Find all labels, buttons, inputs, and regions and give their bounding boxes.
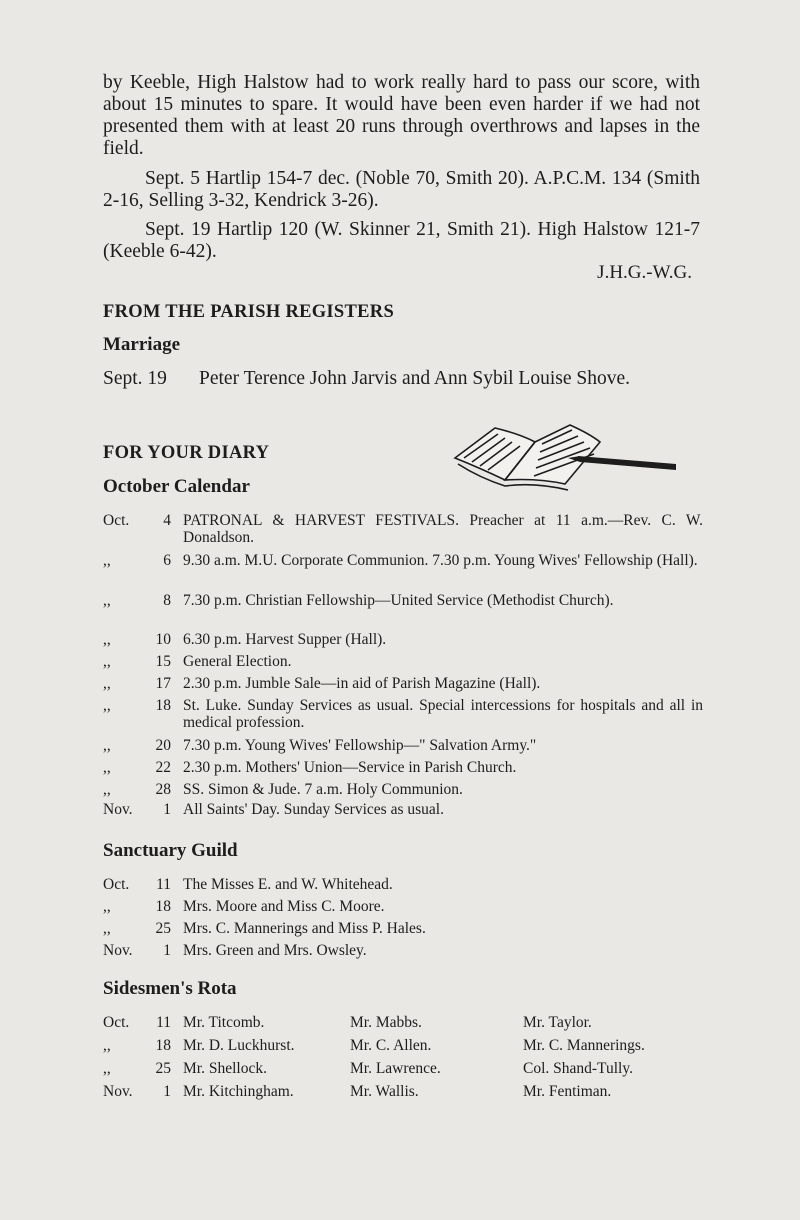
calendar-item: ,, 17 2.30 p.m. Jumble Sale—in aid of Parish Magazine (Hall). [103,675,541,692]
diary-heading: FOR YOUR DIARY [103,443,270,463]
calendar-item: ,, 6 9.30 a.m. M.U. Corporate Communion. 7.30 p.m. Young Wives' Fellowship (Hall). [103,552,698,569]
registers-heading: FROM THE PARISH REGISTERS [103,302,395,322]
match-result-sept19: Sept. 19 Hartlip 120 (W. Skinner 21, Smith 21). High Halstow 121-7 (Keeble 6-42). [103,219,700,262]
sidesmen-rota-table [103,1014,703,1106]
calendar-item: ,, 18 St. Luke. Sunday Services as usual. Special intercessions for hospitals and all in medical profession. [103,697,703,731]
marriage-date: Sept. 19 [103,368,167,389]
table-row: ,, 25 Mr. Shellock. Mr. Lawrence. Col. Shand-Tully. [103,1060,633,1077]
calendar-list [103,512,703,821]
table-row: Oct. 11 Mr. Titcomb. Mr. Mabbs. Mr. Taylor. [103,1014,592,1031]
marriage-heading: Marriage [103,334,181,355]
calendar-item: ,, 20 7.30 p.m. Young Wives' Fellowship—" Salvation Army." [103,737,537,754]
calendar-item: Nov. 1 All Saints' Day. Sunday Services as usual. [103,801,444,818]
calendar-item: ,, 8 7.30 p.m. Christian Fellowship—United Service (Methodist Church). [103,592,614,609]
marriage-names: Peter Terence John Jarvis and Ann Sybil Louise Shove. [199,368,630,389]
calendar-item: ,, 22 2.30 p.m. Mothers' Union—Service in Parish Church. [103,759,517,776]
sidesmen-rota-heading: Sidesmen's Rota [103,978,237,999]
open-diary-with-pen-icon [450,420,680,495]
list-item: Nov. 1 Mrs. Green and Mrs. Owsley. [103,942,367,959]
list-item: ,, 18 Mrs. Moore and Miss C. Moore. [103,898,385,915]
october-calendar-heading: October Calendar [103,476,250,497]
table-row: Nov. 1 Mr. Kitchingham. Mr. Wallis. Mr. Fentiman. [103,1083,612,1100]
match-result-sept5: Sept. 5 Hartlip 154-7 dec. (Noble 70, Smith 20). A.P.C.M. 134 (Smith 2-16, Selling 3-32, Kendrick 3-26). [103,168,700,211]
sanctuary-guild-heading: Sanctuary Guild [103,840,238,861]
cricket-report-paragraph: by Keeble, High Halstow had to work really hard to pass our score, with about 15 minutes to spare. It would have been even harder if we had not presented them with at least 20 runs through overthrows and lapses in the field. [103,72,700,159]
list-item: Oct. 11 The Misses E. and W. Whitehead. [103,876,393,893]
calendar-item: ,, 10 6.30 p.m. Harvest Supper (Hall). [103,631,387,648]
sanctuary-guild-list [103,876,703,964]
signature: J.H.G.-W.G. [597,262,692,283]
list-item: ,, 25 Mrs. C. Mannerings and Miss P. Hales. [103,920,426,937]
marriage-entry [103,368,703,390]
table-row: ,, 18 Mr. D. Luckhurst. Mr. C. Allen. Mr. C. Mannerings. [103,1037,645,1054]
calendar-item: ,, 15 General Election. [103,653,292,670]
calendar-item: Oct. 4 PATRONAL & HARVEST FESTIVALS. Preacher at 11 a.m.—Rev. C. W. Donaldson. [103,512,703,546]
calendar-item: ,, 28 SS. Simon & Jude. 7 a.m. Holy Communion. [103,781,463,798]
